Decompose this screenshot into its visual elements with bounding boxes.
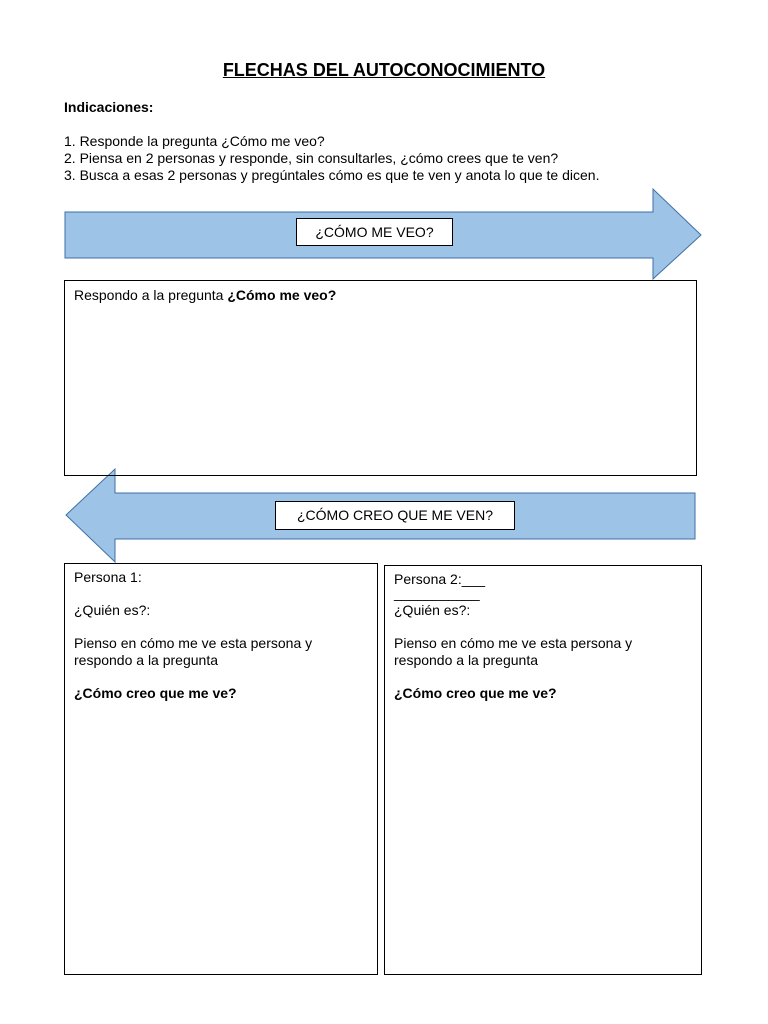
how-i-see-myself-label: ¿CÓMO ME VEO? xyxy=(296,218,453,246)
how-others-see-me-label: ¿CÓMO CREO QUE ME VEN? xyxy=(275,501,515,530)
person-2-name-label: Persona 2:___ xyxy=(394,571,486,587)
person-1-box[interactable] xyxy=(64,563,378,975)
self-answer-prefix: Respondo a la pregunta xyxy=(74,287,228,303)
person-1-name-label: Persona 1: xyxy=(74,569,142,585)
person-2-name-line: ___________ xyxy=(394,585,480,601)
person-2-who-label: ¿Quién es?: xyxy=(394,602,471,618)
person-1-who-label: ¿Quién es?: xyxy=(74,602,151,618)
self-answer-question: ¿Cómo me veo? xyxy=(227,287,337,303)
self-answer-prompt xyxy=(74,287,687,303)
page-title: FLECHAS DEL AUTOCONOCIMIENTO xyxy=(222,60,546,80)
person-1-think-text: Pienso en cómo me ve esta persona y respondo a la pregunta xyxy=(74,635,313,668)
person-1-question-text: ¿Cómo creo que me ve? xyxy=(74,685,237,701)
person-2-question xyxy=(394,685,692,702)
person-2-question-text: ¿Cómo creo que me ve? xyxy=(394,685,557,701)
person-2-box[interactable] xyxy=(384,565,702,975)
instruction-step: 1. Responde la pregunta ¿Cómo me veo? xyxy=(64,133,325,149)
person-1-question xyxy=(74,685,368,702)
person-2-think-text: Pienso en cómo me ve esta persona y respondo a la pregunta xyxy=(394,635,633,668)
instruction-step: 3. Busca a esas 2 personas y pregúntales cómo es que te ven y anota lo que te dicen. xyxy=(64,167,600,183)
self-answer-box[interactable] xyxy=(64,280,697,476)
indications-label: Indicaciones: xyxy=(64,99,154,115)
instruction-step: 2. Piensa en 2 personas y responde, sin consultarles, ¿cómo crees que te ven? xyxy=(64,150,559,166)
